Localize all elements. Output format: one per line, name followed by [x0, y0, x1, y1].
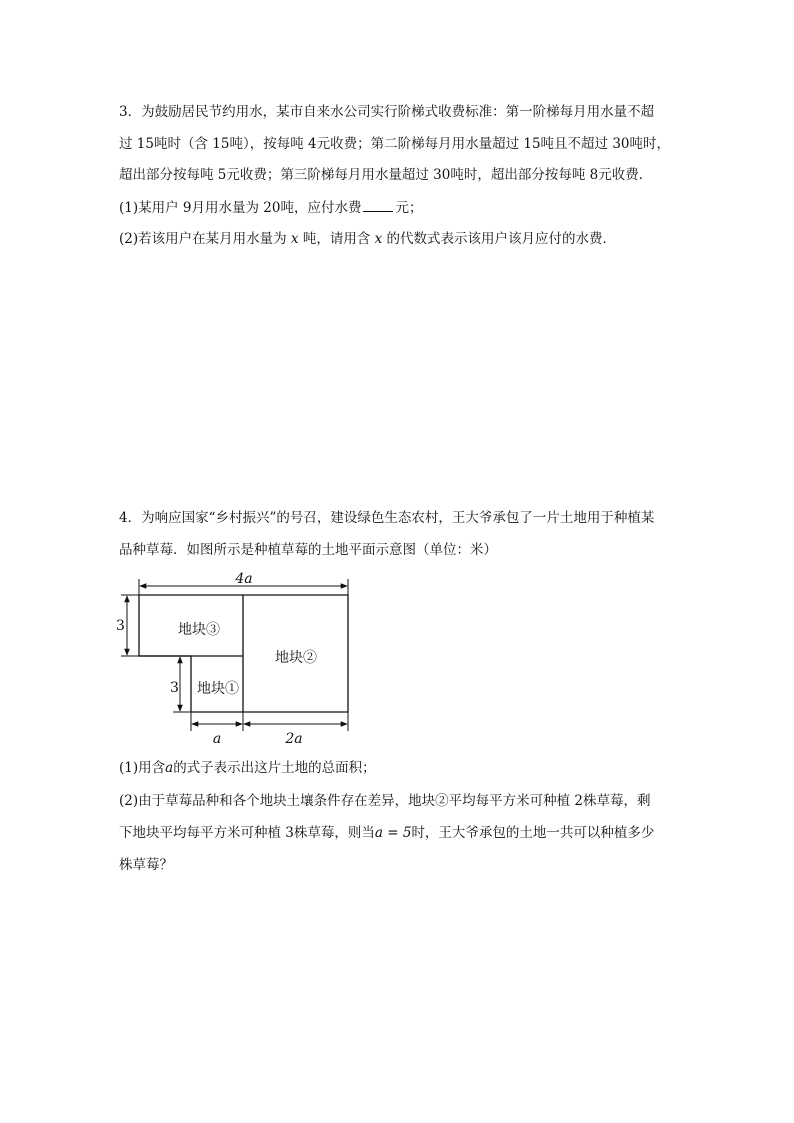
- q4-part-1: [119, 758, 376, 778]
- q3-part-1: [119, 197, 422, 218]
- equation-a-equals-5: a = 5: [374, 825, 412, 841]
- q4-part-1-text-b: 的式子表示出这片土地的总面积；: [173, 760, 376, 776]
- q4-stem-line-2: 品种草莓．如图所示是种植草莓的土地平面示意图（单位：米）: [119, 542, 497, 558]
- q4-part-2-line-3: 株草莓？: [119, 857, 173, 873]
- q3-stem-line-2: 过 15吨时（含 15吨），按每吨 4元收费；第二阶梯每月用水量超过 15吨且不超过 30吨时，: [119, 136, 671, 152]
- q3-part-2: [119, 229, 616, 249]
- q3-stem-line-1: 3．为鼓励居民节约用水，某市自来水公司实行阶梯式收费标准：第一阶梯每月用水量不超: [119, 104, 655, 120]
- q3-part-1-text: (1)某用户 9月用水量为 20吨，应付水费: [119, 200, 362, 216]
- land-plan-diagram: [118, 571, 358, 751]
- variable-x: x: [374, 231, 383, 247]
- q3-part-2-text-a: (2)若该用户在某月用水量为: [119, 231, 291, 247]
- q3-part-2-text-c: 的代数式表示该用户该月应付的水费．: [382, 231, 617, 247]
- variable-x: x: [290, 231, 299, 247]
- land-plan-figure: [118, 571, 358, 751]
- plot-2-label: 地块②: [275, 650, 317, 666]
- bottom-a-label: a: [212, 731, 222, 747]
- plot-3-label: 地块③: [178, 622, 220, 638]
- q4-part-2-line-2: [119, 823, 654, 843]
- q3-part-1-unit: 元；: [395, 200, 423, 216]
- q4-part-2-text-b: 时，王大爷承包的土地一共可以种植多少: [411, 825, 655, 841]
- answer-blank: [363, 197, 393, 212]
- left-height-label: 3: [116, 618, 125, 634]
- q4-part-2-text-a: 下地块平均每平方米可种植 3株草莓，则当: [119, 825, 375, 841]
- bottom-2a-label: 2a: [285, 731, 303, 747]
- inner-height-label: 3: [170, 680, 179, 696]
- variable-a: a: [165, 760, 174, 776]
- q3-part-2-text-b: 吨，请用含: [298, 231, 375, 247]
- plot-1-label: 地块①: [197, 681, 239, 697]
- q3-stem-line-3: 超出部分按每吨 5元收费；第三阶梯每月用水量超过 30吨时，超出部分按每吨 8元收费．: [119, 167, 653, 183]
- top-width-label: 4a: [235, 571, 253, 587]
- q4-part-2-line-1: (2)由于草莓品种和各个地块土壤条件存在差异，地块②平均每平方米可种植 2株草莓，剩: [119, 793, 651, 809]
- q4-part-1-text-a: (1)用含: [119, 760, 166, 776]
- q4-stem-line-1: 4．为响应国家“乡村振兴”的号召，建设绿色生态农村，王大爷承包了一片土地用于种植某: [119, 510, 655, 526]
